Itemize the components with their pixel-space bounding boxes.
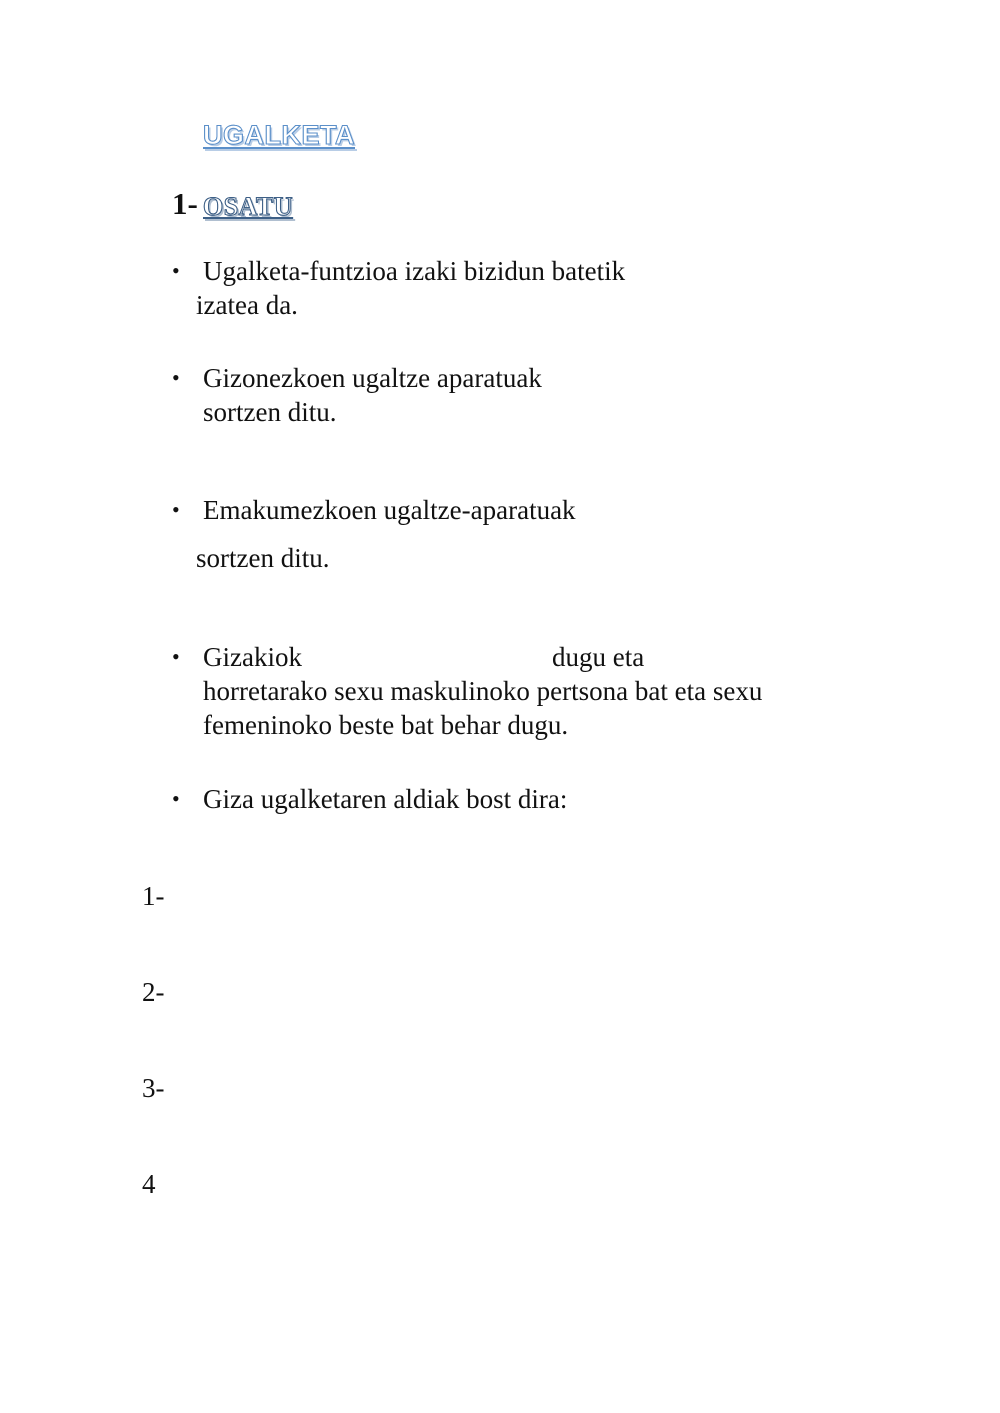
bullet-icon: • (172, 644, 180, 669)
item-4-line-2: horretarako sexu maskulinoko pertsona bat eta sexu (203, 676, 763, 706)
phase-2-label: 2- (142, 977, 165, 1007)
phase-1-label: 1- (142, 881, 165, 911)
phase-3-label: 3- (142, 1073, 165, 1103)
item-4-line-3: femeninoko beste bat behar dugu. (203, 710, 569, 740)
item-1-line-2: izatea da. (196, 290, 298, 320)
item-4-line-1a: Gizakiok (203, 642, 302, 672)
worksheet-title: UGALKETA (203, 120, 355, 150)
phase-4-label: 4 (142, 1169, 156, 1199)
item-1-line-1: Ugalketa-funtzioa izaki bizidun batetik (203, 256, 626, 286)
item-5-line-1: Giza ugalketaren aldiak bost dira: (203, 784, 568, 814)
bullet-icon: • (172, 258, 180, 283)
item-4-line-1b: dugu eta (552, 642, 645, 672)
bullet-icon: • (172, 497, 180, 522)
section-number: 1- (172, 186, 198, 221)
item-2-line-1: Gizonezkoen ugaltze aparatuak (203, 363, 542, 393)
item-2-line-2: sortzen ditu. (203, 397, 337, 427)
bullet-icon: • (172, 786, 180, 811)
item-3-line-2: sortzen ditu. (196, 543, 330, 573)
section-heading: OSATU (203, 192, 294, 221)
bullet-icon: • (172, 365, 180, 390)
item-3-line-1: Emakumezkoen ugaltze-aparatuak (203, 495, 576, 525)
